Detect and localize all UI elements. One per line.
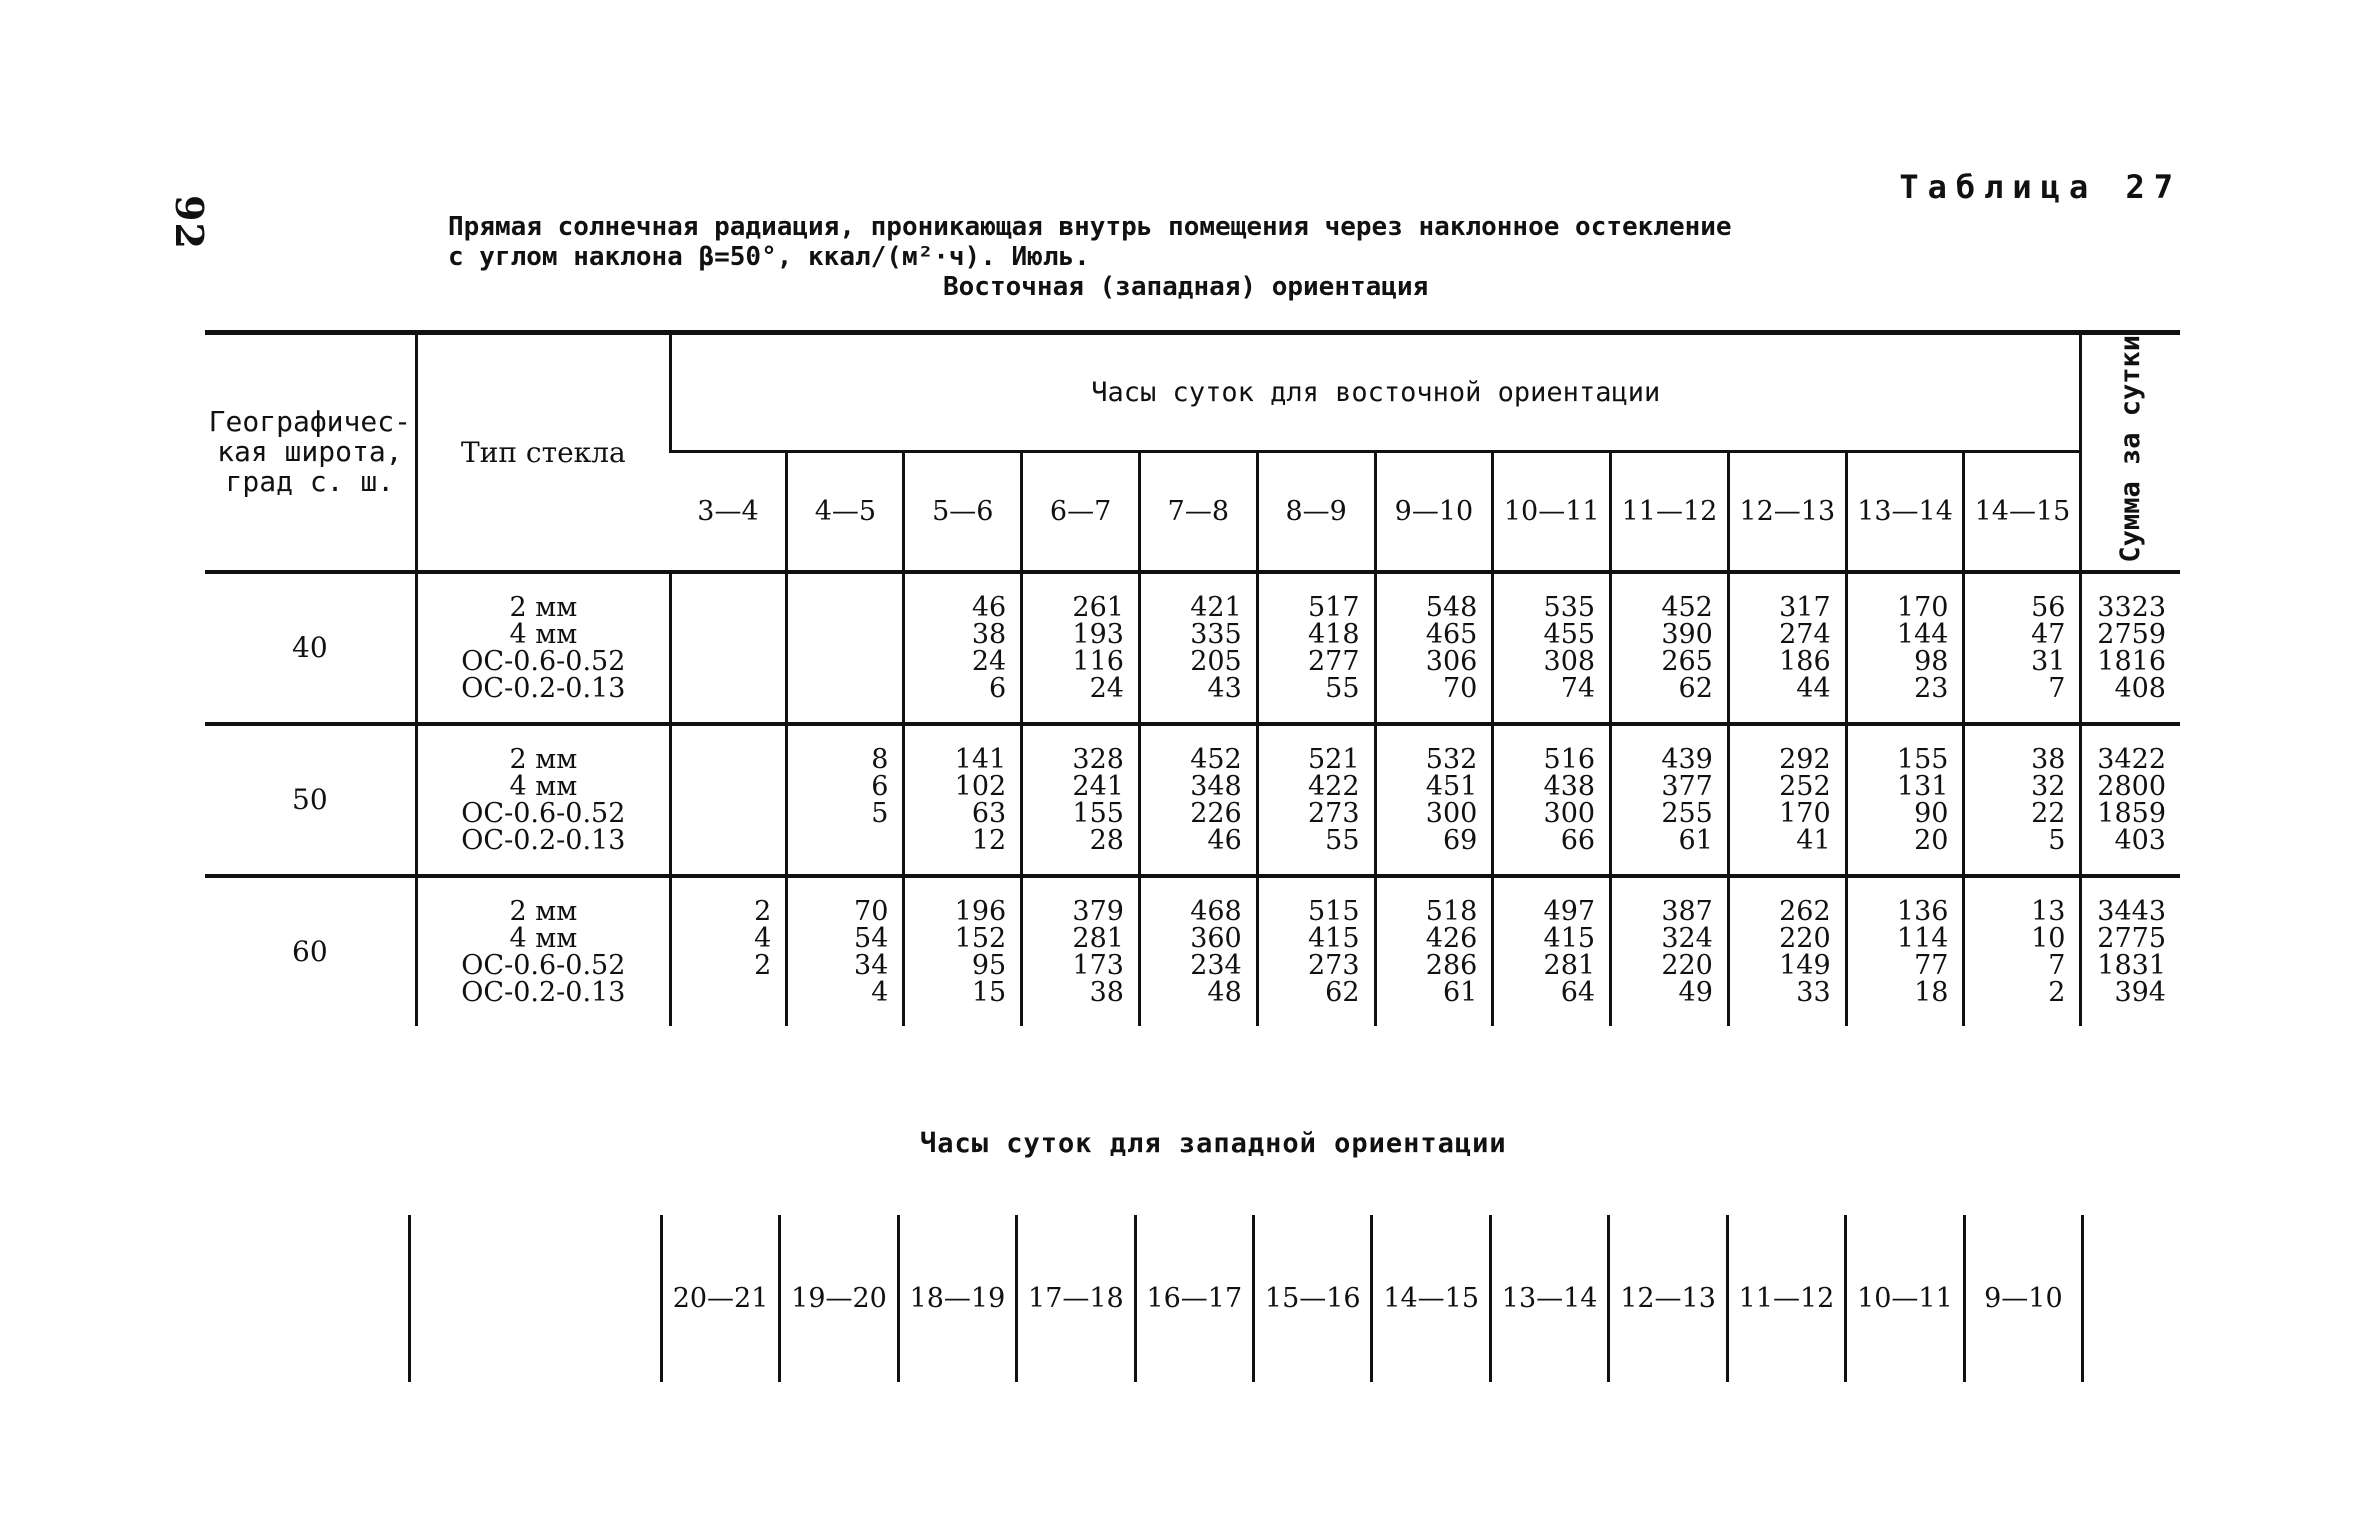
- glass-type-cell: [416, 572, 670, 724]
- glass-type: ОС-0.2-0.13: [461, 672, 626, 704]
- daily-sum-value: 3443: [2097, 895, 2166, 927]
- radiation-value: 66: [1560, 824, 1596, 856]
- hour-value-cell: [1022, 724, 1140, 876]
- latitude-header: Географичес-кая широта, град с. ш.: [208, 405, 411, 499]
- west-hours-table: [205, 1215, 2180, 1382]
- east-hour-header: 8—9: [1257, 452, 1375, 572]
- radiation-value: 38: [2031, 743, 2066, 775]
- radiation-value: 317: [1779, 591, 1831, 623]
- radiation-value: 70: [854, 895, 889, 927]
- radiation-value: 205: [1190, 645, 1242, 677]
- hour-value-cell: [1846, 724, 1964, 876]
- radiation-value: 24: [971, 645, 1007, 677]
- radiation-value: 535: [1543, 591, 1596, 623]
- west-hour-header: 18—19: [898, 1215, 1016, 1382]
- glass-type: 4 мм: [509, 618, 578, 650]
- radiation-value: 61: [1442, 976, 1478, 1008]
- hour-value-cell: [671, 876, 787, 1026]
- radiation-value: 273: [1307, 797, 1360, 829]
- hour-value-cell: [1611, 876, 1729, 1026]
- glass-type: 2 мм: [509, 743, 578, 775]
- daily-sum-cell: [2081, 724, 2180, 876]
- east-hour-header: 13—14: [1846, 452, 1964, 572]
- glass-type: ОС-0.6-0.52: [461, 645, 626, 677]
- radiation-value: 28: [1089, 824, 1124, 856]
- radiation-value: [788, 827, 888, 854]
- radiation-value: 220: [1661, 949, 1713, 981]
- table-label: Таблица 27: [1899, 168, 2182, 206]
- radiation-value: 15: [971, 976, 1007, 1008]
- radiation-value: 170: [1896, 591, 1949, 623]
- latitude-group-row: [205, 572, 2180, 724]
- radiation-value: [672, 827, 771, 854]
- radiation-value: 41: [1796, 824, 1831, 856]
- hour-value-cell: [1846, 876, 1964, 1026]
- radiation-value: 421: [1190, 591, 1242, 623]
- radiation-value: 6: [989, 672, 1007, 704]
- radiation-value: 70: [1442, 672, 1478, 704]
- east-hour-header: 5—6: [904, 452, 1022, 572]
- radiation-value: 308: [1543, 645, 1596, 677]
- radiation-value: 426: [1425, 922, 1478, 954]
- radiation-value: 281: [1072, 922, 1124, 954]
- radiation-value: 324: [1661, 922, 1713, 954]
- radiation-value: 7: [2048, 949, 2066, 981]
- hour-value-cell: [787, 724, 904, 876]
- radiation-value: 170: [1779, 797, 1831, 829]
- latitude-value: 40: [205, 572, 416, 724]
- latitude-value: 60: [205, 876, 416, 1026]
- daily-sum-value: 2775: [2097, 922, 2166, 954]
- hour-value-cell: [1846, 572, 1964, 724]
- radiation-value: 10: [2031, 922, 2066, 954]
- table-subtitle: Восточная (западная) ориентация: [943, 272, 1429, 302]
- daily-sum-value: 2800: [2097, 770, 2166, 802]
- hour-value-cell: [1022, 572, 1140, 724]
- radiation-value: [788, 621, 888, 648]
- radiation-value: 34: [854, 949, 889, 981]
- glass-type: ОС-0.6-0.52: [461, 949, 626, 981]
- west-hour-header: 19—20: [780, 1215, 898, 1382]
- radiation-value: 548: [1425, 591, 1478, 623]
- radiation-value: 173: [1072, 949, 1124, 981]
- radiation-value: 418: [1307, 618, 1360, 650]
- hour-value-cell: [1257, 724, 1375, 876]
- east-hour-header: 12—13: [1728, 452, 1846, 572]
- radiation-value: 56: [2031, 591, 2066, 623]
- radiation-value: 69: [1442, 824, 1478, 856]
- east-hour-header: 9—10: [1375, 452, 1493, 572]
- radiation-value: 281: [1543, 949, 1596, 981]
- radiation-value: [672, 746, 771, 773]
- west-hour-header: 14—15: [1372, 1215, 1490, 1382]
- glass-type-header: Тип стекла: [416, 333, 670, 572]
- radiation-value: 33: [1796, 976, 1831, 1008]
- radiation-value: 61: [1678, 824, 1713, 856]
- radiation-value: 517: [1307, 591, 1360, 623]
- daily-sum-value: 1859: [2097, 797, 2166, 829]
- hour-value-cell: [1964, 572, 2081, 724]
- west-blank-latitude: [205, 1215, 409, 1382]
- radiation-value: 46: [1207, 824, 1242, 856]
- radiation-value: 306: [1425, 645, 1478, 677]
- west-hour-header: 13—14: [1490, 1215, 1608, 1382]
- daily-sum-value: 403: [2114, 824, 2166, 856]
- hour-value-cell: [1728, 572, 1846, 724]
- radiation-value: 379: [1072, 895, 1124, 927]
- radiation-value: 32: [2031, 770, 2066, 802]
- radiation-value: 518: [1425, 895, 1478, 927]
- radiation-value: 521: [1307, 743, 1360, 775]
- radiation-value: 186: [1779, 645, 1831, 677]
- west-hour-header: 11—12: [1727, 1215, 1845, 1382]
- radiation-value: 300: [1425, 797, 1478, 829]
- west-hour-header: 9—10: [1964, 1215, 2082, 1382]
- glass-type-cell: [416, 724, 670, 876]
- glass-type: ОС-0.2-0.13: [461, 824, 626, 856]
- hour-value-cell: [1139, 876, 1257, 1026]
- daily-sum-value: 3422: [2097, 743, 2166, 775]
- radiation-value: 46: [971, 591, 1007, 623]
- radiation-value: 114: [1896, 922, 1949, 954]
- radiation-value: 49: [1678, 976, 1713, 1008]
- radiation-value: 241: [1072, 770, 1124, 802]
- hour-value-cell: [1611, 724, 1729, 876]
- radiation-value: 149: [1779, 949, 1831, 981]
- radiation-value: 7: [2048, 672, 2066, 704]
- radiation-value: 360: [1190, 922, 1242, 954]
- daily-sum-value: 3323: [2097, 591, 2166, 623]
- west-hours-row: [205, 1215, 2180, 1382]
- radiation-value: 18: [1914, 976, 1949, 1008]
- daily-sum-cell: [2081, 876, 2180, 1026]
- hour-value-cell: [1728, 876, 1846, 1026]
- east-radiation-table: [205, 330, 2180, 1026]
- radiation-value: 193: [1072, 618, 1124, 650]
- radiation-value: 255: [1661, 797, 1713, 829]
- latitude-group-row: [205, 724, 2180, 876]
- radiation-value: 451: [1425, 770, 1478, 802]
- radiation-value: 155: [1072, 797, 1124, 829]
- daily-sum-value: 1816: [2097, 645, 2166, 677]
- hour-value-cell: [1493, 876, 1611, 1026]
- radiation-value: 62: [1678, 672, 1713, 704]
- radiation-value: 292: [1779, 743, 1831, 775]
- hour-value-cell: [1493, 572, 1611, 724]
- daily-sum-cell: [2081, 572, 2180, 724]
- radiation-value: 262: [1779, 895, 1831, 927]
- daily-sum-value: 394: [2114, 976, 2166, 1008]
- radiation-value: 497: [1543, 895, 1596, 927]
- west-hours-caption: Часы суток для западной ориентации: [920, 1128, 1507, 1159]
- glass-type: 2 мм: [509, 591, 578, 623]
- daily-sum-header: [2081, 333, 2180, 572]
- radiation-value: 74: [1560, 672, 1596, 704]
- hour-value-cell: [1139, 724, 1257, 876]
- radiation-value: 234: [1190, 949, 1242, 981]
- hour-value-cell: [904, 876, 1022, 1026]
- radiation-value: 23: [1914, 672, 1949, 704]
- radiation-value: 415: [1543, 922, 1596, 954]
- radiation-value: 415: [1307, 922, 1360, 954]
- radiation-value: 452: [1190, 743, 1242, 775]
- radiation-value: [672, 621, 771, 648]
- title-line-2: с углом наклона β=50°, ккал/(м²·ч). Июль.: [448, 242, 1090, 272]
- daily-sum-label: Сумма за сутки: [2115, 335, 2147, 563]
- radiation-value: 13: [2031, 895, 2066, 927]
- radiation-value: 515: [1307, 895, 1360, 927]
- east-hour-header: 3—4: [697, 495, 759, 527]
- hour-value-cell: [787, 572, 904, 724]
- radiation-value: 422: [1307, 770, 1360, 802]
- hour-value-cell: [787, 876, 904, 1026]
- radiation-value: 286: [1425, 949, 1478, 981]
- radiation-value: 252: [1779, 770, 1831, 802]
- radiation-value: 465: [1425, 618, 1478, 650]
- west-hour-header: 16—17: [1135, 1215, 1253, 1382]
- radiation-value: 220: [1779, 922, 1831, 954]
- radiation-value: [672, 979, 771, 1006]
- radiation-value: 439: [1661, 743, 1713, 775]
- radiation-value: 20: [1914, 824, 1949, 856]
- radiation-value: 63: [971, 797, 1007, 829]
- east-hour-header: 14—15: [1964, 452, 2081, 572]
- radiation-value: 116: [1072, 645, 1124, 677]
- radiation-value: 48: [1207, 976, 1242, 1008]
- west-hour-header: 12—13: [1609, 1215, 1727, 1382]
- table-title: [448, 212, 2048, 302]
- west-blank-sum: [2083, 1215, 2180, 1382]
- hour-value-cell: [904, 724, 1022, 876]
- radiation-value: 77: [1914, 949, 1949, 981]
- radiation-value: 64: [1560, 976, 1596, 1008]
- east-hour-header: 10—11: [1493, 452, 1611, 572]
- hour-value-cell: [1375, 572, 1493, 724]
- radiation-value: [788, 675, 888, 702]
- daily-sum-value: 408: [2114, 672, 2166, 704]
- radiation-value: 300: [1543, 797, 1596, 829]
- radiation-value: 5: [871, 797, 889, 829]
- hour-value-cell: [1375, 876, 1493, 1026]
- radiation-value: 438: [1543, 770, 1596, 802]
- radiation-value: 24: [1089, 672, 1124, 704]
- radiation-value: 273: [1307, 949, 1360, 981]
- radiation-value: 5: [2048, 824, 2066, 856]
- west-hour-header: 20—21: [661, 1215, 779, 1382]
- radiation-value: 155: [1896, 743, 1949, 775]
- east-hours-caption: Часы суток для восточной ориентации: [671, 333, 2081, 452]
- radiation-value: 102: [954, 770, 1007, 802]
- radiation-value: 4: [871, 976, 889, 1008]
- hour-value-cell: [1139, 572, 1257, 724]
- radiation-value: 516: [1543, 743, 1596, 775]
- radiation-value: 277: [1307, 645, 1360, 677]
- glass-type: 4 мм: [509, 770, 578, 802]
- radiation-value: 226: [1190, 797, 1242, 829]
- radiation-value: [672, 773, 771, 800]
- radiation-value: 12: [971, 824, 1007, 856]
- radiation-value: 55: [1325, 824, 1360, 856]
- hour-value-cell: [1964, 876, 2081, 1026]
- radiation-value: 22: [2031, 797, 2066, 829]
- title-line-1: Прямая солнечная радиация, проникающая внутрь помещения через наклонное остекление: [448, 212, 1732, 242]
- radiation-value: 38: [971, 618, 1007, 650]
- daily-sum-value: 1831: [2097, 949, 2166, 981]
- radiation-value: 98: [1914, 645, 1949, 677]
- glass-type-cell: [416, 876, 670, 1026]
- radiation-value: [788, 594, 888, 621]
- radiation-value: 62: [1325, 976, 1360, 1008]
- radiation-value: 6: [871, 770, 889, 802]
- radiation-value: 390: [1661, 618, 1713, 650]
- radiation-value: [788, 648, 888, 675]
- page-number: 92: [166, 195, 212, 250]
- radiation-value: 532: [1425, 743, 1478, 775]
- radiation-value: 4: [754, 922, 772, 954]
- radiation-value: 90: [1914, 797, 1949, 829]
- radiation-value: 95: [971, 949, 1007, 981]
- radiation-value: [672, 800, 771, 827]
- radiation-value: 335: [1190, 618, 1242, 650]
- radiation-value: 387: [1661, 895, 1713, 927]
- radiation-value: 136: [1896, 895, 1949, 927]
- radiation-value: 38: [1089, 976, 1124, 1008]
- glass-type: 4 мм: [509, 922, 578, 954]
- hour-value-cell: [1257, 876, 1375, 1026]
- radiation-value: 43: [1207, 672, 1242, 704]
- radiation-value: 131: [1896, 770, 1949, 802]
- hour-value-cell: [1375, 724, 1493, 876]
- west-blank-type: [409, 1215, 661, 1382]
- west-hour-header: 10—11: [1846, 1215, 1964, 1382]
- radiation-value: 47: [2031, 618, 2066, 650]
- radiation-value: [672, 675, 771, 702]
- glass-type: ОС-0.2-0.13: [461, 976, 626, 1008]
- radiation-value: 152: [954, 922, 1007, 954]
- latitude-value: 50: [205, 724, 416, 876]
- radiation-value: 31: [2031, 645, 2066, 677]
- radiation-value: 348: [1190, 770, 1242, 802]
- radiation-value: 274: [1779, 618, 1831, 650]
- radiation-value: 2: [754, 949, 772, 981]
- hour-value-cell: [1964, 724, 2081, 876]
- radiation-value: 2: [2048, 976, 2066, 1008]
- glass-type: ОС-0.6-0.52: [461, 797, 626, 829]
- radiation-value: 452: [1661, 591, 1713, 623]
- radiation-value: 468: [1190, 895, 1242, 927]
- radiation-value: 328: [1072, 743, 1124, 775]
- hour-value-cell: [671, 572, 787, 724]
- hour-value-cell: [1728, 724, 1846, 876]
- radiation-value: [672, 594, 771, 621]
- radiation-value: 261: [1072, 591, 1124, 623]
- daily-sum-value: 2759: [2097, 618, 2166, 650]
- radiation-value: 2: [754, 895, 772, 927]
- radiation-value: 141: [954, 743, 1007, 775]
- radiation-value: 44: [1796, 672, 1831, 704]
- latitude-group-row: [205, 876, 2180, 1026]
- radiation-value: 8: [871, 743, 889, 775]
- west-hour-header: 17—18: [1017, 1215, 1135, 1382]
- radiation-value: 377: [1661, 770, 1713, 802]
- radiation-value: [672, 648, 771, 675]
- hour-value-cell: [1611, 572, 1729, 724]
- hour-value-cell: [904, 572, 1022, 724]
- east-hour-header: 7—8: [1139, 452, 1257, 572]
- hour-value-cell: [1493, 724, 1611, 876]
- radiation-value: 196: [954, 895, 1007, 927]
- radiation-value: 144: [1896, 618, 1949, 650]
- radiation-value: 265: [1661, 645, 1713, 677]
- glass-type: 2 мм: [509, 895, 578, 927]
- radiation-value: 54: [854, 922, 889, 954]
- radiation-value: 55: [1325, 672, 1360, 704]
- east-hour-header: 4—5: [787, 452, 904, 572]
- west-hour-header: 15—16: [1254, 1215, 1372, 1382]
- hour-value-cell: [1022, 876, 1140, 1026]
- east-hour-header: 6—7: [1022, 452, 1140, 572]
- hour-value-cell: [671, 724, 787, 876]
- radiation-value: 455: [1543, 618, 1596, 650]
- east-hour-header: 11—12: [1611, 452, 1729, 572]
- hour-value-cell: [1257, 572, 1375, 724]
